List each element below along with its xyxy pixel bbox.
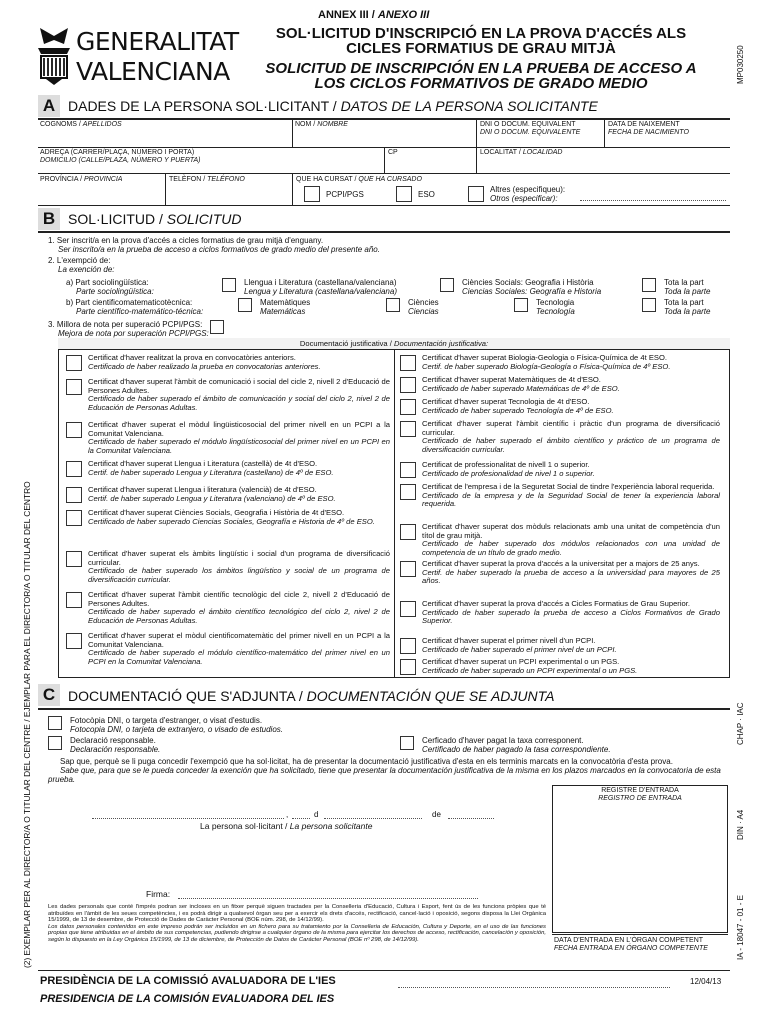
firma-field[interactable]	[178, 898, 478, 899]
cognoms-field[interactable]	[40, 131, 290, 145]
firma-label: Firma:	[146, 889, 171, 899]
cert-left-text-ca: Certificat d'haver superat l'àmbit científic tecnològic del cicle 2, nivell 2 d'Educació de Persones Adultes.	[88, 590, 390, 608]
cognoms-label: COGNOMS / APELLIDOS	[40, 121, 122, 128]
cert-right-text-es: Certificado de profesionalidad de nivel 1 o superior.	[422, 468, 595, 478]
president-es: PRESIDENCIA DE LA COMISIÓN EVALUADORA DEL IES	[40, 993, 335, 1005]
divider	[165, 173, 166, 205]
cert-right-checkbox[interactable]	[400, 399, 416, 415]
annex-sep: /	[368, 9, 378, 21]
section-b-letter: B	[38, 208, 60, 230]
localitat-field[interactable]	[480, 158, 728, 172]
cp-field[interactable]	[388, 158, 474, 172]
cert-left-checkbox[interactable]	[66, 551, 82, 567]
cert-right-text-es: Certificado de haber superado dos módulos relacionados con una unidad de competencia de un título de grado medio.	[422, 539, 720, 557]
cert-right-text-ca: Certificat d'haver superat l'àmbit científic i pràctic d'un programa de diversificació curricular.	[422, 419, 720, 437]
cert-right-item	[422, 483, 720, 509]
cert-right-item	[422, 398, 720, 415]
doc-declaracio-label: Declaració responsable. Declaración responsable.	[70, 736, 161, 754]
title-es-2: LOS CICLOS FORMATIVOS DE GRADO MEDIO	[314, 75, 648, 92]
cert-right-text-es: Certificado de haber superado un PCPI experimental o un PGS.	[422, 665, 638, 675]
cert-right-text-es: Certificado de la empresa y de la Seguridad Social de tener la experiencia laboral requerida.	[422, 490, 720, 509]
cert-right-text-es: Certif. de haber superado Biología-Geología o Física-Química de 4º ESO.	[422, 361, 671, 371]
date-year-field[interactable]	[448, 818, 494, 819]
cert-right-text-es: Certificado de haber superado el ámbito científico y práctico de un programa de diversificación curricular.	[422, 436, 720, 454]
cert-right-item	[422, 420, 720, 454]
footer-date: 12/04/13	[690, 977, 722, 986]
cert-right-item	[422, 600, 720, 626]
tecno-label: Tecnologia Tecnología	[536, 298, 575, 316]
cert-right-item	[422, 354, 720, 371]
section-a-title-es: DATOS DE LA PERSONA SOLICITANTE	[340, 98, 598, 114]
logo-line-1: GENERALITAT	[76, 27, 239, 56]
side-code: IA - 18047 - 01 - E	[736, 895, 745, 960]
cert-right-text-ca: Certificat de professionalitat de nivell 1 o superior.	[422, 460, 590, 469]
logo	[34, 24, 239, 90]
tota-b-checkbox[interactable]	[642, 298, 656, 312]
title-ca	[232, 26, 730, 56]
provincia-label: PROVÍNCIA / PROVINCIA	[40, 176, 123, 183]
generalitat-emblem-icon	[34, 24, 74, 86]
date-comma: ,	[286, 810, 289, 819]
divider	[552, 934, 728, 935]
cert-right-item	[422, 560, 720, 586]
date-d: d	[314, 810, 319, 819]
cert-left-text-ca: Certificat d'haver superat Llengua i literatura (valencià) de 4t d'ESO.	[88, 485, 317, 494]
nom-label: NOM / NOMBRE	[295, 121, 348, 128]
cert-left-item	[88, 460, 390, 477]
cert-left-item	[88, 509, 390, 526]
divider	[38, 970, 730, 971]
cert-right-text-ca: Certificat d'haver superat Tecnologia de 4t d'ESO.	[422, 397, 590, 406]
annex-label	[318, 9, 429, 21]
section-a-title	[68, 98, 598, 114]
entrada-label: DATA D'ENTRADA EN L'ÒRGAN COMPETENT FECHA ENTRADA EN ÓRGANO COMPETENTE	[554, 937, 708, 952]
section-a-rule	[38, 118, 730, 120]
signer-label: La persona sol·licitant / La persona solicitante	[200, 821, 373, 831]
cert-right-text-ca: Certificat d'haver superat la prova d'accés a la universitat per a majors de 25 anys.	[422, 559, 700, 568]
annex-ca: ANNEX III	[318, 9, 369, 21]
localitat-label: LOCALITAT / LOCALIDAD	[480, 149, 563, 156]
doc-taxa-checkbox[interactable]	[400, 736, 414, 750]
divider	[292, 119, 293, 147]
title-es	[232, 61, 730, 91]
cert-left-text-es: Certificado de haber superado el ámbito científico tecnológico del ciclo 2, nivel 2 de Educación de Personas Adultas.	[88, 607, 390, 625]
cert-left-text-es: Certif. de haber superado Lengua y Literatura (castellano) de 4º de ESO.	[88, 467, 334, 477]
section-b-title-sep: /	[155, 211, 167, 227]
notice-text: Sap que, perquè se li puga concedir l'exempció que ha sol·licitat, ha de presentar la documentació justificativa d'esta en els terminis marcats en la convocatòria d'esta prova. Sabe que, para que se le pueda conceder la exención que ha solicitado, tiene que presentar la documentación justificativa de la misma en los plazos marcados en la convocatoria de esta prueba.	[48, 757, 721, 784]
ciencies-checkbox[interactable]	[386, 298, 400, 312]
divider	[604, 119, 605, 147]
title-ca-2: CICLES FORMATIUS DE GRAU MITJÀ	[346, 40, 616, 57]
cert-left-item	[88, 354, 390, 371]
altres-label: Altres (especifiqueu): Otros (especificar):	[490, 185, 566, 203]
doc-dni-label: Fotocòpia DNI, o targeta d'estranger, o visat d'estudis. Fotocopia DNI, o tarjeta de extranjero, o visado de estudios.	[70, 716, 284, 734]
naixement-label: DATA DE NAIXEMENT FECHA DE NACIMIENTO	[608, 121, 689, 136]
side-chap: CHAP · IAC	[736, 702, 745, 745]
cert-right-text-ca: Certificat d'haver superat un PCPI experimental o un PGS.	[422, 657, 620, 666]
tota-b-label: Tota la part Toda la parte	[664, 298, 711, 316]
section-a-letter: A	[38, 95, 60, 117]
mates-label: Matemàtiques Matemáticas	[260, 298, 311, 316]
telefon-label: TELÈFON / TELÉFONO	[169, 176, 245, 183]
item-2: 2. L'exempció de: La exención de:	[48, 256, 115, 274]
provincia-field[interactable]	[40, 186, 162, 202]
dni-label: DNI O DOCUM. EQUIVALENT DNI O DOCUM. EQUIVALENTE	[480, 121, 581, 136]
millora-checkbox[interactable]	[210, 320, 224, 334]
divider	[476, 147, 477, 173]
socials-checkbox[interactable]	[440, 278, 454, 292]
privacy-text: Les dades personals que conté l'imprés podran ser incloses en un fitxer perquè siguen tractades per la Conselleria d'Educació, Cultura i Esport, fent ús de les funcions pròpies que té atribuïdes en l'àmbit de les seues competències, i es podrà dirigir a qualsevol òrgan seu per a exercir els drets d'accés, rectificació, cancel·lació i oposició, segons disposa la Llei Orgànica 15/1999, de 13 de desembre, de Protecció de Dades de Caràcter Personal (BOE núm. 298, de 14/12/99). Los datos personales contenidos en este impreso podrán ser incluidos en un fichero para su tratamiento por la Conselleria de Educación, Cultura y Deporte, en el uso de las funciones propias que tiene atribuidas en el ámbito de sus competencias, pudiendo dirigirse a cualquier órgano de la misma para ejercitar los derechos de acceso, rectificación, cancelación y oposición, según lo dispuesto en la Ley Orgánica 15/1999, de 13 de diciembre, de Protección de Datos de Carácter Personal (BOE nº 298, de 14/12/99).	[48, 904, 546, 943]
cert-left-text-es: Certificado de haber superado el módulo lingüísticosocial del primer nivel en un PCPI en la Comunitat Valenciana.	[88, 437, 390, 455]
cert-left-text-ca: Certificat d'haver superat el mòdul cientificomatemàtic del primer nivell en un PCPI a la Comunitat Valenciana.	[88, 631, 390, 649]
section-c-title-sep: /	[294, 688, 307, 704]
section-a-title-ca: DADES DE LA PERSONA SOL·LICITANT	[68, 98, 329, 114]
cert-left-text-ca: Certificat d'haver superat Llengua i Literatura (castellà) de 4t d'ESO.	[88, 459, 318, 468]
section-c-rule	[38, 708, 730, 710]
doc-divider	[394, 350, 395, 678]
date-day-field[interactable]	[292, 818, 310, 819]
cert-left-item	[88, 378, 390, 412]
doc-declaracio-checkbox[interactable]	[48, 736, 62, 750]
cert-right-checkbox[interactable]	[400, 462, 416, 478]
divider	[476, 119, 477, 147]
cert-left-checkbox[interactable]	[66, 633, 82, 649]
divider	[38, 173, 730, 174]
cert-right-checkbox[interactable]	[400, 659, 416, 675]
nom-field[interactable]	[295, 131, 473, 145]
curs-label: QUE HA CURSAT / QUE HA CURSADO	[296, 176, 422, 183]
side-din: DIN · A4	[736, 809, 745, 840]
cert-right-checkbox[interactable]	[400, 484, 416, 500]
cert-left-text-es: Certificado de haber superado Ciencias Sociales, Geografía e Historia de 4º de ESO.	[88, 516, 375, 526]
registre-label: REGISTRE D'ENTRADA REGISTRO DE ENTRADA	[598, 787, 682, 802]
cert-left-text-ca: Certificat d'haver superat el mòdul lingüisticosocial del primer nivell en un PCPI a la Comunitat Valenciana.	[88, 420, 390, 438]
cert-left-checkbox[interactable]	[66, 487, 82, 503]
altres-checkbox[interactable]	[468, 186, 484, 202]
president-field[interactable]	[398, 987, 670, 988]
cert-right-text-ca: Certificat d'haver superat Biologia-Geologia o Física-Química de 4t ESO.	[422, 353, 667, 362]
divider	[292, 173, 293, 205]
ciencies-label: Ciències Ciencias	[408, 298, 439, 316]
cert-left-checkbox[interactable]	[66, 355, 82, 371]
pcpi-checkbox[interactable]	[304, 186, 320, 202]
cert-right-checkbox[interactable]	[400, 377, 416, 393]
cert-right-checkbox[interactable]	[400, 638, 416, 654]
cert-right-text-es: Certificado de haber superado Tecnología de 4º de ESO.	[422, 405, 614, 415]
annex-es: ANEXO III	[377, 9, 430, 21]
item-3: 3. Millora de nota per superació PCPI/PGS: Mejora de nota por superación PCPI/PGS:	[48, 320, 209, 338]
cert-right-text-es: Certificado de haber superado la prueba de acceso a Ciclos Formativos de Grado Superior.	[422, 607, 720, 626]
cert-right-text-es: Certif. de haber superado la prueba de acceso a la universidad para mayores de 25 años.	[422, 567, 720, 586]
divider	[38, 205, 730, 206]
cert-left-text-es: Certificado de haber superado el módulo científico-matemático del primer nivel en un PCPI en la Comunitat Valenciana.	[88, 648, 390, 666]
cert-left-checkbox[interactable]	[66, 422, 82, 438]
cert-right-checkbox[interactable]	[400, 524, 416, 540]
section-c-letter: C	[38, 684, 60, 706]
lengua-label: Llengua i Literatura (castellana/valenciana) Lengua y Literatura (castellana/valenciana)	[244, 278, 397, 296]
section-c-title-ca: DOCUMENTACIÓ QUE S'ADJUNTA	[68, 688, 295, 704]
section-b-title	[68, 211, 241, 227]
cert-right-item	[422, 461, 720, 478]
date-de: de	[432, 810, 441, 819]
cert-left-item	[88, 421, 390, 455]
cert-right-item	[422, 637, 720, 654]
cert-left-item	[88, 591, 390, 625]
tecno-checkbox[interactable]	[514, 298, 528, 312]
telefon-field[interactable]	[169, 186, 289, 202]
cert-left-text-es: Certificado de haber realizado la prueba en convocatorias anteriores.	[88, 361, 321, 371]
section-c-title-es: DOCUMENTACIÓN QUE SE ADJUNTA	[306, 688, 555, 704]
cert-right-text-ca: Certificat d'haver superat Matemàtiques de 4t d'ESO.	[422, 375, 601, 384]
cert-right-item	[422, 523, 720, 557]
doc-taxa-label: Cerficado d'haver pagat la taxa corresponent. Certificado de haber pagado la tasa correspondiente.	[422, 736, 611, 754]
registre-box	[552, 785, 728, 933]
cert-left-checkbox[interactable]	[66, 510, 82, 526]
cp-label: CP	[388, 149, 398, 156]
eso-checkbox[interactable]	[396, 186, 412, 202]
title-ca-1: SOL·LICITUD D'INSCRIPCIÓ EN LA PROVA D'ACCÉS ALS	[275, 25, 687, 42]
dni-field[interactable]	[480, 138, 602, 146]
cert-right-text-es: Certificado de haber superado Matemáticas de 4º de ESO.	[422, 383, 620, 393]
item-2a: a) Part sociolingüística: Parte sociolingüística:	[66, 278, 154, 296]
cert-left-text-es: Certif. de haber superado Lengua y Literatura (valenciano) de 4º de ESO.	[88, 493, 336, 503]
doc-dni-checkbox[interactable]	[48, 716, 62, 730]
cert-left-text-ca: Certificat d'haver superat Ciències Socials, Geografia i Història de 4t d'ESO.	[88, 508, 345, 517]
cert-left-checkbox[interactable]	[66, 379, 82, 395]
cert-right-item	[422, 658, 720, 675]
cert-left-checkbox[interactable]	[66, 461, 82, 477]
socials-label: Ciències Socials: Geografia i Història Ciencias Sociales: Geografía e Historia	[462, 278, 602, 296]
cert-right-text-es: Certificado de haber superado el primer nivel de un PCPI.	[422, 644, 617, 654]
eso-label: ESO	[418, 190, 435, 199]
president-ca: PRESIDÈNCIA DE LA COMISSIÓ AVALUADORA DE L'IES	[40, 975, 336, 987]
section-b-rule	[38, 231, 730, 233]
adreca-label: ADREÇA (CARRER/PLAÇA, NÚMERO I PORTA) DOMICILIO (CALLE/PLAZA, NÚMERO Y PUERTA)	[40, 149, 201, 164]
cert-right-text-ca: Certificat de l'empresa i de la Seguretat Social de tindre l'experiència laboral requerida.	[422, 482, 715, 491]
side-left-text: (2) EXEMPLAR PER AL DIRECTOR/A O TITULAR DEL CENTRE / EJEMPLAR PARA EL DIRECTOR/A O TITULAR DEL CENTRO	[22, 481, 32, 968]
tota-a-checkbox[interactable]	[642, 278, 656, 292]
date-month-field[interactable]	[324, 818, 422, 819]
cert-right-text-ca: Certificat d'haver superat la prova d'accés a Cicles Formatius de Grau Superior.	[422, 599, 690, 608]
section-b-title-ca: SOL·LICITUD	[68, 211, 156, 227]
cert-left-item	[88, 486, 390, 503]
cert-right-checkbox[interactable]	[400, 561, 416, 577]
cert-right-text-ca: Certificat d'haver superat dos mòduls relacionats amb una unitat de competència d'un títol de grau mitjà.	[422, 522, 720, 540]
form-code: MP030250	[736, 45, 745, 84]
cert-left-text-ca: Certificat d'haver superat l'àmbit de comunicació i social del cicle 2, nivell 2 d'Educació de Persones Adultes.	[88, 377, 390, 395]
date-place-field[interactable]	[92, 818, 284, 819]
pcpi-label: PCPI/PGS	[326, 190, 364, 199]
item-1: 1. Ser inscrit/a en la prova d'accés a cicles formatius de grau mitjà d'enguany. Ser inscrito/a en la prueba de acceso a ciclos formativos de grado medio del presente año.	[48, 236, 380, 254]
cert-left-text-es: Certificado de haber superado el ámbito de comunicación y social del ciclo 2, nivel 2 de Educación de Personas Adultas.	[88, 394, 390, 412]
cert-left-checkbox[interactable]	[66, 592, 82, 608]
section-c-title	[68, 688, 555, 704]
section-a-title-sep: /	[328, 98, 341, 114]
cert-right-checkbox[interactable]	[400, 355, 416, 371]
cert-left-text-es: Certificado de haber superado los ámbitos lingüístico y social de un programa de diversificación curricular.	[88, 566, 390, 584]
adreca-field[interactable]	[40, 160, 380, 172]
naixement-field[interactable]	[608, 138, 728, 146]
cert-left-item	[88, 632, 390, 666]
lengua-checkbox[interactable]	[222, 278, 236, 292]
cert-right-checkbox[interactable]	[400, 421, 416, 437]
title-es-1: SOLICITUD DE INSCRIPCIÓN EN LA PRUEBA DE ACCESO A	[265, 60, 697, 77]
section-b-title-es: SOLICITUD	[166, 211, 242, 227]
logo-line-2: VALENCIANA	[76, 57, 230, 86]
cert-right-checkbox[interactable]	[400, 601, 416, 617]
mates-checkbox[interactable]	[238, 298, 252, 312]
cert-left-text-ca: Certificat d'haver realitzat la prova en convocatòries anteriors.	[88, 353, 296, 362]
doc-justificativa-header: Documentació justificativa / Documentación justificativa:	[58, 338, 730, 350]
cert-right-item	[422, 376, 720, 393]
cert-left-item	[88, 550, 390, 584]
item-2b: b) Part cientificomatematicotècnica: Parte científico-matemático-técnica:	[66, 298, 204, 316]
altres-field[interactable]	[580, 200, 726, 201]
divider	[384, 147, 385, 173]
cert-right-text-ca: Certificat d'haver superat el primer nivell d'un PCPI.	[422, 636, 596, 645]
tota-a-label: Tota la part Toda la parte	[664, 278, 711, 296]
cert-left-text-ca: Certificat d'haver superat els àmbits lingüístic i social d'un programa de diversificació curricular.	[88, 549, 390, 567]
